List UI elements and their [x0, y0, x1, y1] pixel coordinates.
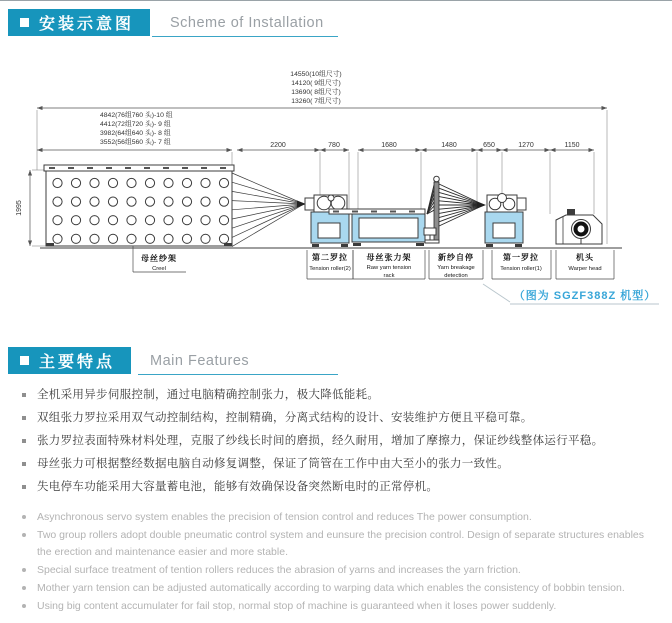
installation-section-banner [8, 9, 150, 36]
features-title-en: Main Features [150, 353, 250, 369]
round-bullet-icon [22, 604, 26, 608]
features-header-rule [138, 374, 338, 375]
feature-zh-text: 双组张力罗拉采用双气动控制结构，控制精确，分离式结构的设计、安装维护方便且平稳可靠。 [37, 412, 533, 424]
tension-roller-1 [485, 194, 526, 248]
model-caption [483, 284, 659, 304]
model-caption-text: （图为 SGZF388Z 机型） [513, 290, 657, 302]
features-list-zh [20, 388, 662, 503]
dim-1680: 1680 [381, 142, 397, 149]
installation-title-en: Scheme of Installation [170, 15, 324, 31]
round-bullet-icon [22, 533, 26, 537]
dim-1480: 1480 [441, 142, 457, 149]
tension-roller-2 [305, 195, 349, 247]
round-bullet-icon [22, 568, 26, 572]
label-breakage-zh: 新纱自停 [438, 253, 474, 262]
feature-en-item [20, 527, 656, 561]
feature-en-text: Two group rollers adopt double pneumatic control system and eunsure the precision control. Design of separate structures enables the erection and maintenance easier and more stable. [37, 529, 645, 558]
dim-780: 780 [328, 142, 340, 149]
label-roller1-en: Tension roller(1) [500, 266, 542, 272]
page-top-border [0, 0, 672, 1]
label-rack-zh: 母丝张力架 [366, 253, 412, 262]
feature-en-item [20, 598, 656, 615]
label-rack-en2: rack [383, 273, 395, 279]
dim-1150: 1150 [564, 142, 580, 149]
square-bullet-icon [22, 416, 26, 420]
label-roller2-en: Tension roller(2) [309, 266, 351, 272]
square-bullet-icon [22, 393, 26, 397]
feature-en-text: Special surface treatment of tention rollers reduces the abrasion of yarns and increases the yarn friction. [37, 564, 521, 576]
feature-en-text: Using big content accumulater for fail stop, normal stop of machine is guaranteed when it loses power suddenly. [37, 600, 557, 612]
label-roller2-zh: 第二罗拉 [312, 253, 348, 262]
round-bullet-icon [22, 515, 26, 519]
banner-square-icon-2 [20, 356, 29, 365]
feature-zh-item [20, 480, 662, 494]
feature-zh-text: 失电停车功能采用大容量蓄电池，能够有效确保设备突然断电时的正常停机。 [37, 481, 439, 493]
label-creel-en: Creel [152, 266, 166, 272]
dim-top-2: 14120( 9组尺寸) [291, 80, 341, 87]
features-section-banner [8, 347, 131, 374]
feature-en-text: Mother yarn tension can be adjusted automatically according to warping data which enables the consistency of bobbin tension. [37, 582, 625, 594]
component-labels [133, 246, 614, 279]
round-bullet-icon [22, 586, 26, 590]
feature-zh-text: 全机采用异步伺服控制，通过电脑精确控制张力，极大降低能耗。 [37, 389, 380, 401]
square-bullet-icon [22, 439, 26, 443]
dim-creel-1: 4842(76组760 头)-10 组 [100, 112, 173, 119]
label-breakage-en1: Yarn breakage [437, 265, 475, 271]
feature-en-item [20, 580, 656, 597]
square-bullet-icon [22, 462, 26, 466]
yarn-arrow-icon-2 [477, 202, 486, 209]
warper-head [556, 209, 602, 244]
creel [44, 165, 234, 246]
dim-650: 650 [483, 142, 495, 149]
feature-zh-item [20, 434, 662, 448]
installation-diagram [0, 58, 672, 323]
square-bullet-icon [22, 485, 26, 489]
label-rack-en1: Raw yarn tension [366, 265, 412, 271]
feature-zh-text: 张力罗拉表面特殊材料处理，克服了纱线长时间的磨损，经久耐用，增加了摩擦力，保证纱线整体运行平稳。 [37, 435, 604, 447]
dim-creel-2: 4412(72组720 头)- 9 组 [100, 121, 171, 128]
dim-height-1995: 1995 [16, 200, 23, 216]
dim-creel-4: 3552(56组560 头)- 7 组 [100, 139, 171, 146]
feature-zh-item [20, 457, 662, 471]
installation-title-zh: 安装示意图 [39, 16, 135, 33]
dim-1270: 1270 [518, 142, 534, 149]
installation-header-rule [152, 36, 338, 37]
dim-top-3: 13690( 8组尺寸) [291, 89, 341, 96]
label-warper-en: Warper head [568, 266, 602, 272]
feature-zh-item [20, 411, 662, 425]
dim-top-4: 13260( 7组尺寸) [291, 98, 341, 105]
dim-creel-3: 3982(64组640 头)- 8 组 [100, 130, 171, 137]
banner-square-icon [20, 18, 29, 27]
feature-en-item [20, 509, 656, 526]
label-roller1-zh: 第一罗拉 [503, 253, 539, 262]
features-list-en [20, 509, 656, 616]
label-breakage-en2: detection [444, 273, 468, 279]
label-warper-zh: 机头 [576, 253, 594, 262]
features-title-zh: 主要特点 [39, 354, 116, 371]
feature-zh-text: 母丝张力可根据整经数据电脑自动修复调整，保证了筒管在工作中由大至小的张力一致性。 [37, 458, 509, 470]
feature-en-item [20, 562, 656, 579]
feature-en-text: Asynchronous servo system enables the precision of tension control and reduces The power consumption. [37, 511, 532, 523]
dim-2200: 2200 [270, 142, 286, 149]
feature-zh-item [20, 388, 662, 402]
dim-top-1: 14550(10组尺寸) [290, 71, 342, 78]
label-creel-zh: 母丝纱架 [141, 254, 177, 263]
yarn-fan-lines [232, 173, 304, 247]
